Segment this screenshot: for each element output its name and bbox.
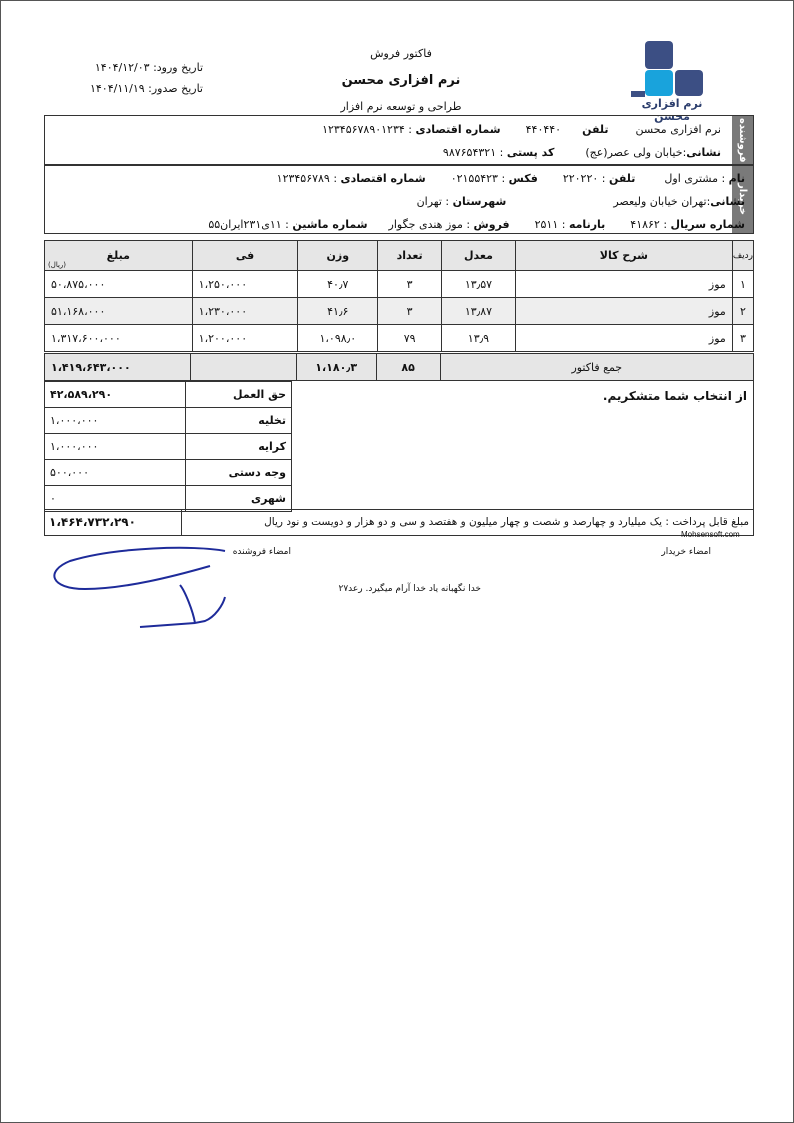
fee-label: شهری [186,486,292,512]
buyer-econ: ۱۲۳۴۵۶۷۸۹ [276,172,330,185]
fee-label: تخلیه [186,408,292,434]
seller-line-2: نشانی:خیابان ولی عصر(عج) کد پستی : ۹۸۷۶۵۴۳۲۱ [442,146,721,159]
buyer-address-label: نشانی [710,195,745,208]
totals-amount: ۱،۴۱۹،۶۴۳،۰۰۰ [45,354,191,381]
buyer-address: تهران خیابان ولیعصر [613,195,707,208]
totals-unit-price-empty [190,354,296,381]
totals-table [44,353,754,381]
cell-amount: ۱،۳۱۷،۶۰۰،۰۰۰ [45,325,193,352]
totals-label: جمع فاکتور [440,354,753,381]
fee-label: حق العمل [186,382,292,408]
website-text: Mohsensoft.com [681,530,740,539]
cell-description: موز [515,325,732,352]
seller-line-1: نرم افزاری محسن تلفن ۴۴۰۴۴۰ شماره اقتصادی : ۱۲۳۴۵۶۷۸۹۰۱۲۳۴ [322,123,721,136]
col-header-average: معدل [442,241,516,271]
fees-table [44,381,292,512]
logo-text: نرم افزاری محسن [641,97,703,123]
seller-signature-label: امضاء فروشنده [232,547,291,557]
cell-unit-price: ۱،۲۰۰،۰۰۰ [192,325,298,352]
seller-postal: ۹۸۷۶۵۴۳۲۱ [442,146,497,159]
buyer-phone-label: تلفن [608,172,636,185]
cell-description: موز [515,298,732,325]
payable-divider [181,509,182,536]
col-header-row-number: ردیف [732,241,753,271]
col-header-description: شرح کالا [515,241,732,271]
buyer-sale-label: فروش [473,218,510,231]
fee-value: ۰ [45,486,186,512]
footer-note: خدا نگهبانه یاد خدا آرام میگیرد. رعد۲۷ [338,584,481,594]
table-row [45,325,754,352]
col-header-amount [45,241,193,271]
col-header-unit-price: فی [192,241,298,271]
seller-phone: ۴۴۰۴۴۰ [525,123,562,136]
seller-address: خیابان ولی عصر(عج) [585,146,683,159]
buyer-waybill-label: بارنامه [568,218,606,231]
fee-label: وجه دستی [186,460,292,486]
cell-average: ۱۳٫۵۷ [442,271,516,298]
buyer-fax-label: فکس [508,172,538,185]
company-subtitle: طراحی و توسعه نرم افزار [340,100,462,113]
buyer-tab: خریدار [732,166,753,233]
payable-amount: ۱،۴۶۴،۷۳۲،۲۹۰ [49,515,136,529]
items-table [44,240,754,352]
payable-words: مبلغ قابل پرداخت : یک میلیارد و چهارصد و شصت و چهار میلیون و هفتصد و سی و دو هزار و دویست و نود ریال [264,516,749,528]
fee-row [45,434,292,460]
cell-count: ۳ [378,298,442,325]
seller-tab: فروشنده [732,116,753,164]
seller-phone-label: تلفن [582,123,609,136]
buyer-line-1: نام : مشتری اول تلفن : ۲۲۰۲۲۰ فکس : ۰۲۱۵۵۴۲۳ شماره اقتصادی : ۱۲۳۴۵۶۷۸۹ [276,172,745,185]
seller-econ: ۱۲۳۴۵۶۷۸۹۰۱۲۳۴ [322,123,405,136]
cell-count: ۳ [378,271,442,298]
fee-row [45,408,292,434]
table-row [45,298,754,325]
cell-average: ۱۳٫۹ [442,325,516,352]
buyer-fax: ۰۲۱۵۵۴۲۳ [450,172,498,185]
totals-count: ۸۵ [376,354,440,381]
buyer-serial: ۴۱۸۶۲ [630,218,660,231]
buyer-city: تهران [416,195,442,208]
table-header-row [45,241,754,271]
buyer-econ-label: شماره اقتصادی [340,172,426,185]
buyer-signature-label: امضاء خریدار [661,547,711,557]
cell-unit-price: ۱،۲۳۰،۰۰۰ [192,298,298,325]
signature-scribble-icon [45,541,245,636]
fee-value: ۱،۰۰۰،۰۰۰ [45,408,186,434]
company-logo [629,39,715,123]
buyer-vehicle-label: شماره ماشین [292,218,368,231]
cell-amount: ۵۰،۸۷۵،۰۰۰ [45,271,193,298]
buyer-line-2: نشانی:تهران خیابان ولیعصر شهرستان : تهران [416,195,745,208]
buyer-line-3: شماره سریال : ۴۱۸۶۲ بارنامه : ۲۵۱۱ فروش : موز هندی جگوار شماره ماشین : ۱۱ی۲۳۱ایران۵۵ [208,218,745,231]
buyer-city-label: شهرستان [452,195,507,208]
buyer-phone: ۲۲۰۲۲۰ [562,172,599,185]
buyer-waybill: ۲۵۱۱ [534,218,559,231]
handwritten-signature [45,541,245,636]
cell-weight: ۴۰٫۷ [298,271,378,298]
currency-note: (ریال) [48,261,67,269]
cell-row-number: ۱ [732,271,753,298]
buyer-sale: موز هندی جگوار [388,218,463,231]
buyer-serial-label: شماره سریال [670,218,745,231]
company-name: نرم افزاری محسن [341,73,461,88]
cell-weight: ۱،۰۹۸٫۰ [298,325,378,352]
col-header-weight: وزن [298,241,378,271]
buyer-name: مشتری اول [664,172,718,185]
buyer-name-label: نام [728,172,745,185]
seller-name: نرم افزاری محسن [635,123,721,136]
fee-row [45,460,292,486]
buyer-vehicle: ۱۱ی۲۳۱ایران۵۵ [208,218,282,231]
entry-date: تاریخ ورود: ۱۴۰۴/۱۲/۰۳ [94,61,203,74]
fee-value: ۴۲،۵۸۹،۲۹۰ [45,382,186,408]
cell-count: ۷۹ [378,325,442,352]
seller-address-label: نشانی [686,146,721,159]
cell-weight: ۴۱٫۶ [298,298,378,325]
fee-row [45,382,292,408]
col-header-count: تعداد [378,241,442,271]
cell-average: ۱۳٫۸۷ [442,298,516,325]
cell-row-number: ۲ [732,298,753,325]
seller-postal-label: کد پستی [506,146,555,159]
fee-value: ۱،۰۰۰،۰۰۰ [45,434,186,460]
thanks-message: از انتخاب شما متشکریم. [602,389,747,403]
totals-row [45,354,754,381]
table-row [45,271,754,298]
cell-unit-price: ۱،۲۵۰،۰۰۰ [192,271,298,298]
totals-weight: ۱،۱۸۰٫۳ [296,354,376,381]
cell-description: موز [515,271,732,298]
fee-row [45,486,292,512]
fee-label: کرایه [186,434,292,460]
amount-header-label: مبلغ [106,249,130,262]
document-type: فاکتور فروش [370,47,432,60]
fee-value: ۵۰۰،۰۰۰ [45,460,186,486]
seller-econ-label: شماره اقتصادی [415,123,501,136]
cell-row-number: ۳ [732,325,753,352]
issue-date: تاریخ صدور: ۱۴۰۴/۱۱/۱۹ [89,82,203,95]
cell-amount: ۵۱،۱۶۸،۰۰۰ [45,298,193,325]
